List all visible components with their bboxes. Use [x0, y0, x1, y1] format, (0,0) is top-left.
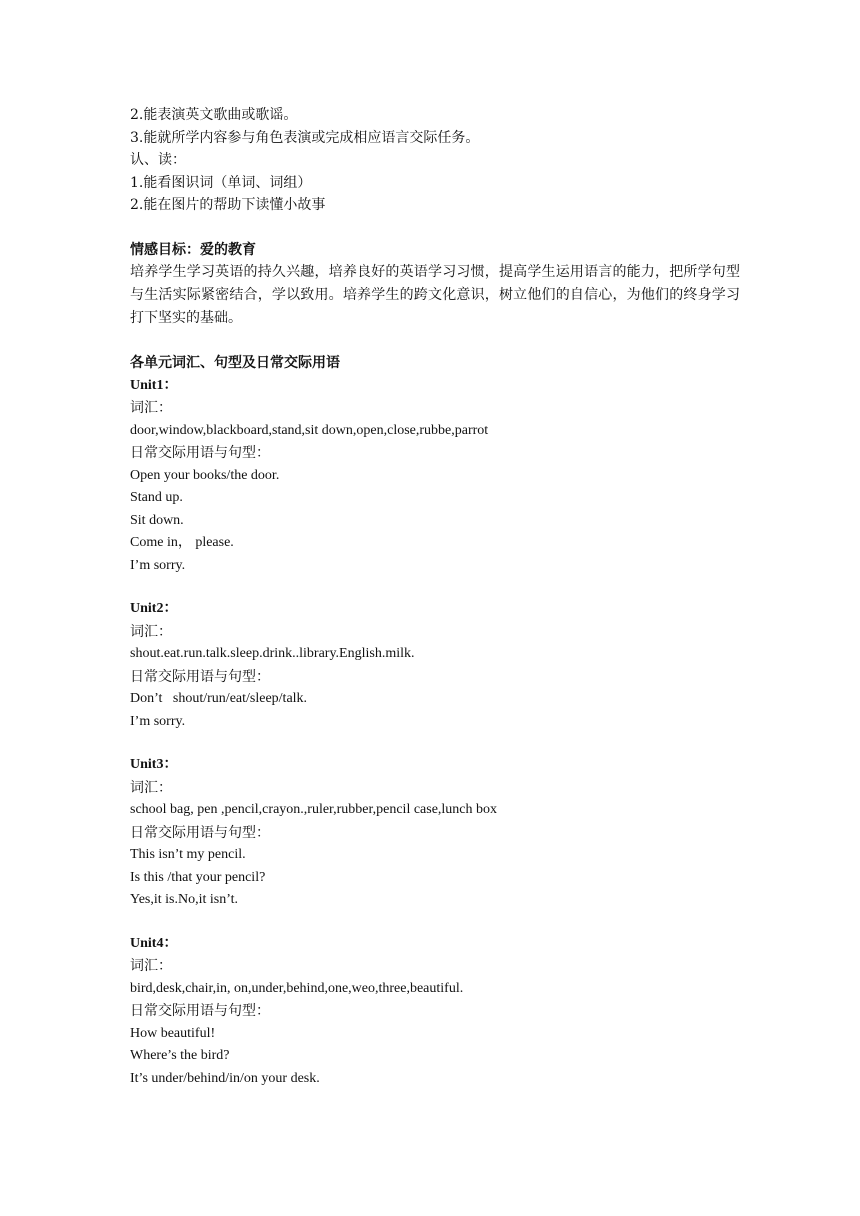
intro-line: 2.能在图片的帮助下读懂小故事 — [130, 197, 326, 213]
emotion-section — [130, 239, 740, 331]
unit-title: Unit3： — [130, 757, 178, 772]
unit-section-4 — [130, 933, 740, 1091]
units-heading: 各单元词汇、句型及日常交际用语 — [130, 355, 340, 371]
intro-section — [130, 104, 740, 217]
phrases-label: 日常交际用语与句型： — [130, 668, 270, 685]
vocab-label: 词汇： — [130, 779, 172, 796]
phrase-line: Open your books/the door. — [130, 467, 280, 483]
phrase-line: This isn’t my pencil. — [130, 847, 246, 862]
phrase-line: It’s under/behind/in/on your desk. — [130, 1070, 320, 1086]
phrases-label: 日常交际用语与句型： — [130, 445, 270, 461]
vocab-list: school bag, pen ,pencil,crayon.,ruler,rubber,pencil case,lunch box — [130, 802, 498, 817]
spacer — [130, 330, 740, 352]
vocab-list: shout.eat.run.talk.sleep.drink..library.English.milk. — [130, 646, 415, 661]
unit-title: Unit1： — [130, 377, 178, 393]
phrase-line: Yes,it is.No,it isn’t. — [130, 892, 239, 907]
phrase-line: Is this /that your pencil? — [130, 869, 266, 885]
phrase-line: Stand up. — [130, 490, 183, 505]
phrase-line: I’m sorry. — [130, 557, 186, 573]
vocab-list: door,window,blackboard,stand,sit down,open,close,rubbe,parrot — [130, 422, 489, 438]
vocab-list: bird,desk,chair,in, on,under,behind,one,weo,three,beautiful. — [130, 980, 464, 996]
intro-line: 3.能就所学内容参与角色表演或完成相应语言交际任务。 — [130, 129, 480, 146]
emotion-paragraph: 培养学生学习英语的持久兴趣，培养良好的英语学习习惯，提高学生运用语言的能力，把所学句型与生活实际紧密结合，学以致用。培养学生的跨文化意识，树立他们的自信心，为他们的终身学习打下坚实的基础。 — [130, 264, 740, 326]
document-body — [130, 104, 740, 1090]
vocab-label: 词汇： — [130, 623, 172, 640]
intro-line: 认、读： — [130, 152, 186, 168]
vocab-label: 词汇： — [130, 400, 172, 416]
spacer — [130, 577, 740, 598]
spacer — [130, 912, 740, 933]
unit-section-1 — [130, 375, 740, 578]
phrases-label: 日常交际用语与句型： — [130, 1003, 270, 1019]
phrase-line: How beautiful! — [130, 1025, 216, 1041]
phrases-label: 日常交际用语与句型： — [130, 824, 270, 841]
emotion-heading: 情感目标：爱的教育 — [130, 241, 256, 258]
spacer — [130, 733, 740, 754]
intro-line: 2.能表演英文歌曲或歌谣。 — [130, 107, 298, 123]
phrase-line: Come in， please. — [130, 535, 234, 550]
intro-line: 1.能看图识词（单词、词组） — [130, 174, 312, 191]
unit-section-2 — [130, 598, 740, 733]
spacer — [130, 217, 740, 239]
phrase-line: Don’t shout/run/eat/sleep/talk. — [130, 691, 308, 706]
unit-title: Unit2： — [130, 601, 178, 616]
phrase-line: I’m sorry. — [130, 713, 186, 729]
phrase-line: Where’s the bird? — [130, 1048, 230, 1063]
unit-title: Unit4： — [130, 935, 178, 951]
vocab-label: 词汇： — [130, 958, 172, 974]
unit-section-3 — [130, 754, 740, 912]
phrase-line: Sit down. — [130, 512, 184, 528]
